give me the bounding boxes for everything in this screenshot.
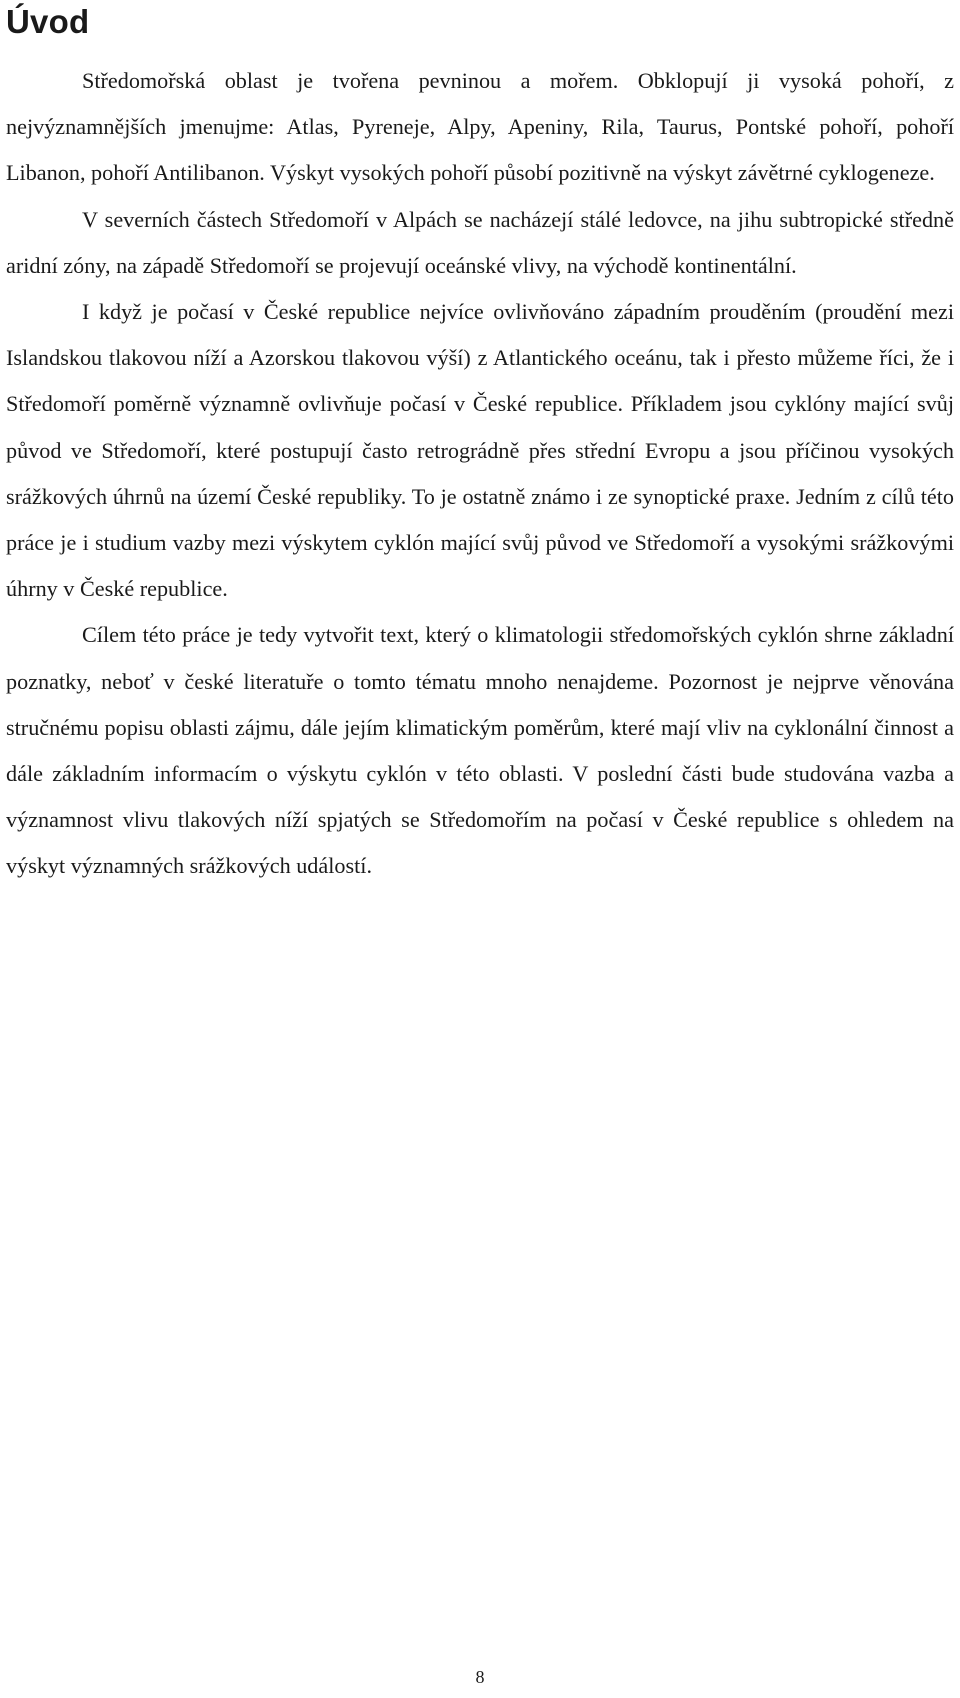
section-heading: Úvod bbox=[6, 3, 90, 40]
page-number: 8 bbox=[475, 1667, 485, 1687]
paragraph-1: Středomořská oblast je tvořena pevninou a mořem. Obklopují ji vysoká pohoří, z nejvýznamnějších jmenujme: Atlas, Pyreneje, Alpy, Apeniny, Rila, Taurus, Pontské pohoří, pohoří Libanon, pohoří Antilibanon. Výskyt vysokých pohoří působí pozitivně na výskyt závětrné cyklogeneze. bbox=[6, 68, 954, 186]
paragraph-2: V severních částech Středomoří v Alpách se nacházejí stálé ledovce, na jihu subtropické středně aridní zóny, na západě Středomoří se projevují oceánské vlivy, na východě kontinentální. bbox=[6, 206, 954, 278]
paragraph-3: I když je počasí v České republice nejvíce ovlivňováno západním prouděním (proudění mezi Islandskou tlakovou níží a Azorskou tlakovou výší) z Atlantického oceánu, tak i přesto můžeme říci, že i Středomoří poměrně významně ovlivňuje počasí v České republice. Příkladem jsou cyklóny mající svůj původ ve Středomoří, které postupují často retrográdně přes střední Evropu a jsou příčinou vysokých srážkových úhrnů na území České republiky. To je ostatně známo i ze synoptické praxe. Jedním z cílů této práce je i studium vazby mezi výskytem cyklón mající svůj původ ve Středomoří a vysokými srážkovými úhrny v České republice. bbox=[6, 299, 954, 602]
paragraph-4: Cílem této práce je tedy vytvořit text, který o klimatologii středomořských cyklón shrne základní poznatky, neboť v české literatuře o tomto tématu mnoho nenajdeme. Pozornost je nejprve věnována stručnému popisu oblasti zájmu, dále jejím klimatickým poměrům, které mají vliv na cyklonální činnost a dále základním informacím o výskytu cyklón v této oblasti. V poslední části bude studována vazba a významnost vlivu tlakových níží spjatých se Středomořím na počasí v České republice s ohledem na výskyt významných srážkových událostí. bbox=[6, 622, 954, 879]
body-text bbox=[6, 58, 954, 890]
